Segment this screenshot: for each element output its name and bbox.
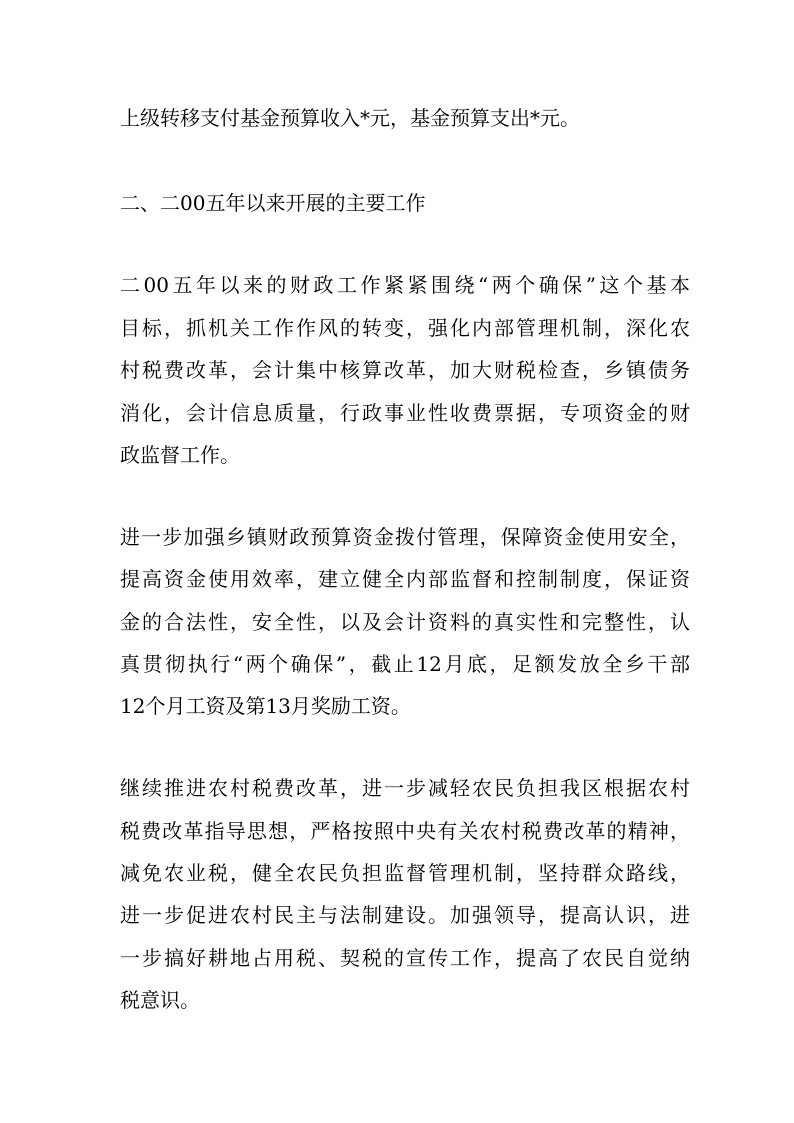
paragraph-line: 进一步促进农村民主与法制建设。加强领导，提高认识，进 [120,903,690,927]
paragraph-line: 消化，会计信息质量，行政事业性收费票据，专项资金的财 [120,401,690,425]
paragraph-line: 目标，抓机关工作作风的转变，强化内部管理机制，深化农 [120,316,690,340]
paragraph-line: 提高资金使用效率，建立健全内部监督和控制制度，保证资 [120,567,690,591]
paragraph-line: 继续推进农村税费改革，进一步减轻农民负担我区根据农村 [120,776,690,800]
paragraph-line: 真贯彻执行“两个确保”，截止12月底，足额发放全乡干部 [120,652,690,676]
paragraph-line: 进一步加强乡镇财政预算资金拨付管理，保障资金使用安全， [120,525,690,549]
paragraph-line: 税意识。 [120,988,200,1012]
paragraph-line: 减免农业税，健全农民负担监督管理机制，坚持群众路线， [120,861,690,885]
section-heading: 二、二00五年以来开展的主要工作 [120,191,426,215]
paragraph-line: 二00五年以来的财政工作紧紧围绕“两个确保”这个基本 [120,273,690,297]
paragraph-line: 上级转移支付基金预算收入*元，基金预算支出*元。 [120,106,580,130]
paragraph-line: 12个月工资及第13月奖励工资。 [120,694,411,718]
paragraph-line: 政监督工作。 [120,443,240,467]
paragraph-line: 税费改革指导思想，严格按照中央有关农村税费改革的精神， [120,819,690,843]
paragraph-line: 一步搞好耕地占用税、契税的宣传工作，提高了农民自觉纳 [120,946,690,970]
paragraph-line: 金的合法性，安全性，以及会计资料的真实性和完整性，认 [120,610,690,634]
paragraph-line: 村税费改革，会计集中核算改革，加大财税检查，乡镇债务 [120,358,690,382]
